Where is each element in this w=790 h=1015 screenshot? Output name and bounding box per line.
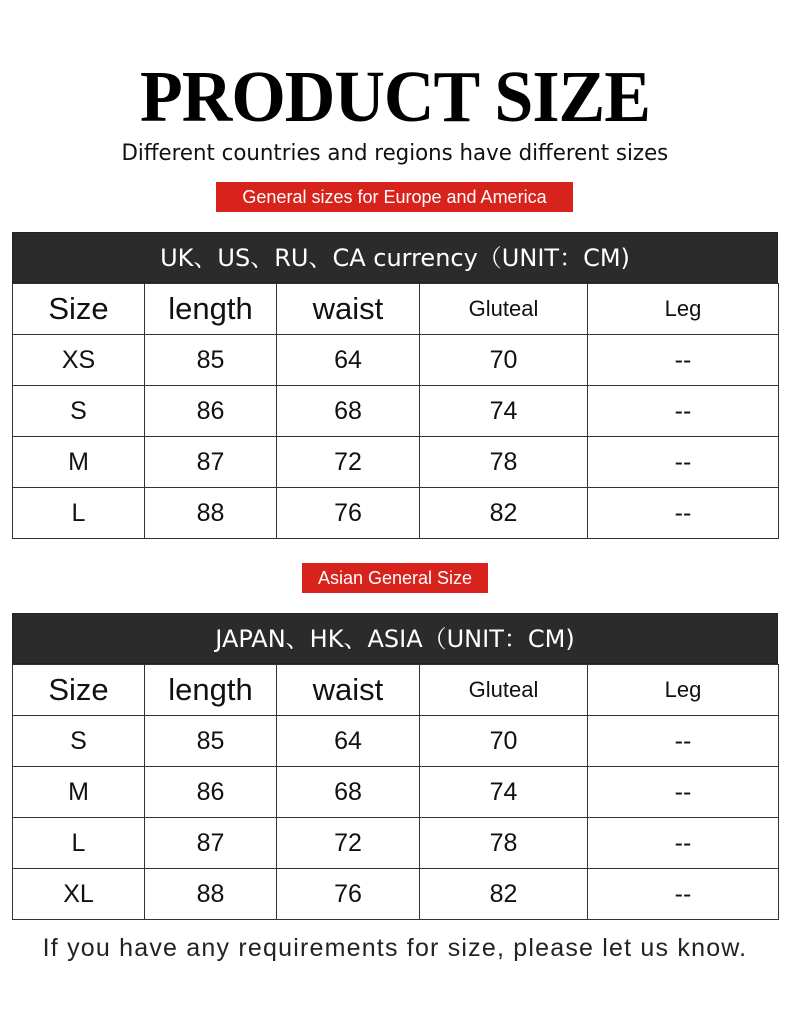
cell-waist: 72 bbox=[277, 818, 420, 869]
page-title: PRODUCT SIZE bbox=[140, 57, 650, 138]
column-header-row bbox=[13, 284, 779, 335]
cell-gluteal: 82 bbox=[420, 488, 588, 539]
cell-size: L bbox=[13, 818, 145, 869]
cell-gluteal: 78 bbox=[420, 437, 588, 488]
col-waist: waist bbox=[277, 665, 420, 716]
col-gluteal: Gluteal bbox=[420, 284, 588, 335]
cell-length: 87 bbox=[145, 437, 277, 488]
cell-length: 86 bbox=[145, 767, 277, 818]
size-table-europe-america bbox=[12, 232, 778, 539]
table-row bbox=[13, 716, 779, 767]
col-length: length bbox=[145, 284, 277, 335]
cell-length: 85 bbox=[145, 335, 277, 386]
size-grid bbox=[12, 283, 779, 539]
cell-size: M bbox=[13, 767, 145, 818]
cell-leg: -- bbox=[588, 767, 779, 818]
cell-size: L bbox=[13, 488, 145, 539]
cell-gluteal: 74 bbox=[420, 767, 588, 818]
cell-leg: -- bbox=[588, 437, 779, 488]
cell-length: 86 bbox=[145, 386, 277, 437]
cell-waist: 76 bbox=[277, 488, 420, 539]
cell-length: 88 bbox=[145, 488, 277, 539]
cell-leg: -- bbox=[588, 869, 779, 920]
table-row bbox=[13, 437, 779, 488]
cell-leg: -- bbox=[588, 716, 779, 767]
size-grid bbox=[12, 664, 779, 920]
cell-waist: 72 bbox=[277, 437, 420, 488]
cell-gluteal: 70 bbox=[420, 716, 588, 767]
region-header: UK、US、RU、CA currency（UNIT：CM) bbox=[12, 232, 778, 283]
cell-waist: 64 bbox=[277, 335, 420, 386]
column-header-row bbox=[13, 665, 779, 716]
table-row bbox=[13, 335, 779, 386]
asian-size-badge: Asian General Size bbox=[302, 563, 488, 593]
region-header: JAPAN、HK、ASIA（UNIT：CM) bbox=[12, 613, 778, 664]
size-table-asia bbox=[12, 613, 778, 920]
cell-leg: -- bbox=[588, 488, 779, 539]
table-row bbox=[13, 818, 779, 869]
col-waist: waist bbox=[277, 284, 420, 335]
col-size: Size bbox=[13, 665, 145, 716]
cell-gluteal: 82 bbox=[420, 869, 588, 920]
cell-length: 88 bbox=[145, 869, 277, 920]
cell-leg: -- bbox=[588, 335, 779, 386]
cell-length: 85 bbox=[145, 716, 277, 767]
col-leg: Leg bbox=[588, 284, 779, 335]
col-length: length bbox=[145, 665, 277, 716]
table-row bbox=[13, 386, 779, 437]
cell-size: S bbox=[13, 716, 145, 767]
table-row bbox=[13, 488, 779, 539]
cell-waist: 68 bbox=[277, 767, 420, 818]
cell-length: 87 bbox=[145, 818, 277, 869]
col-gluteal: Gluteal bbox=[420, 665, 588, 716]
cell-waist: 64 bbox=[277, 716, 420, 767]
cell-gluteal: 74 bbox=[420, 386, 588, 437]
cell-size: M bbox=[13, 437, 145, 488]
cell-waist: 76 bbox=[277, 869, 420, 920]
cell-size: XL bbox=[13, 869, 145, 920]
cell-gluteal: 70 bbox=[420, 335, 588, 386]
page-subtitle: Different countries and regions have different sizes bbox=[121, 140, 669, 166]
europe-america-badge: General sizes for Europe and America bbox=[216, 182, 573, 212]
cell-leg: -- bbox=[588, 386, 779, 437]
col-leg: Leg bbox=[588, 665, 779, 716]
cell-waist: 68 bbox=[277, 386, 420, 437]
cell-size: S bbox=[13, 386, 145, 437]
footer-note: If you have any requirements for size, please let us know. bbox=[42, 934, 748, 962]
cell-size: XS bbox=[13, 335, 145, 386]
cell-leg: -- bbox=[588, 818, 779, 869]
table-row bbox=[13, 869, 779, 920]
col-size: Size bbox=[13, 284, 145, 335]
cell-gluteal: 78 bbox=[420, 818, 588, 869]
table-row bbox=[13, 767, 779, 818]
